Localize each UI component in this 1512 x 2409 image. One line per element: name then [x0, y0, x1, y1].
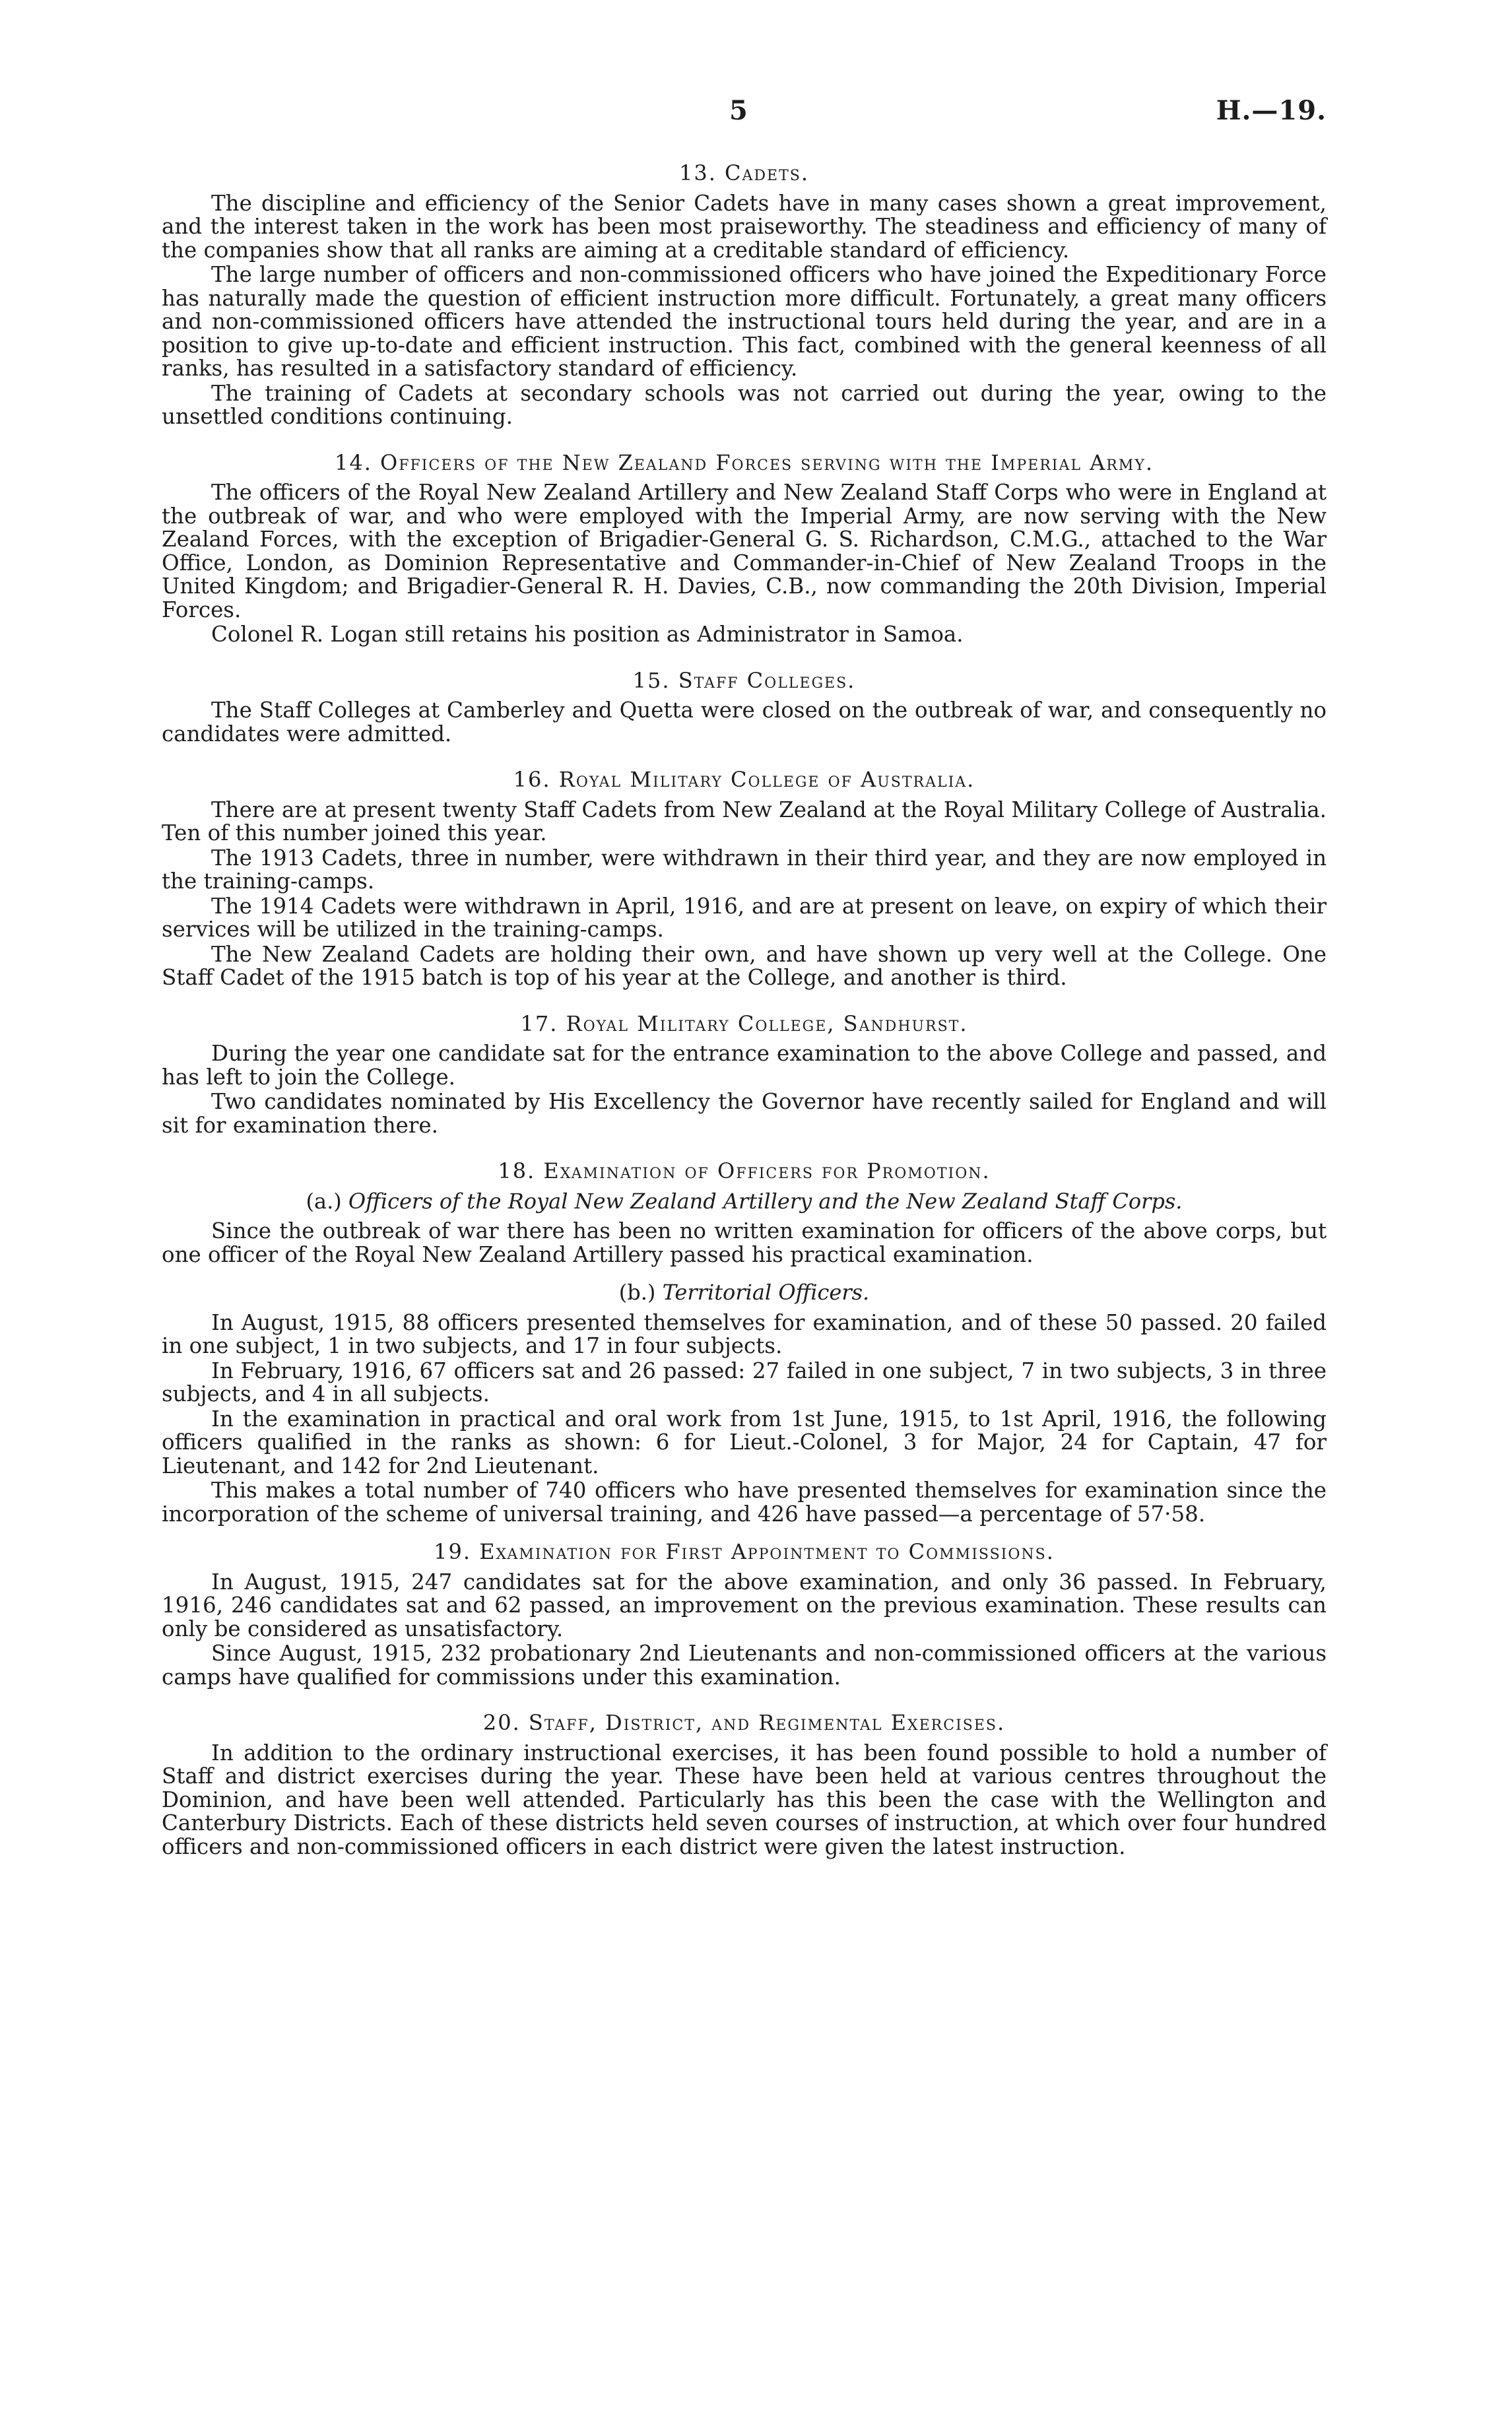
section-heading: 18. Examination of Officers for Promotion.	[498, 1158, 991, 1183]
paragraph: This makes a total number of 740 officers who have presented themselves for examination since the incorporation of the scheme of universal training, and 426 have passed—a percentage of 57·58.	[162, 1478, 1327, 1527]
section-cadets	[162, 162, 1327, 429]
subsection-prefix: (a.)	[306, 1188, 342, 1214]
paragraph: The officers of the Royal New Zealand Artillery and New Zealand Staff Corps who were in England at the outbreak of war, and who were employed with the Imperial Army, are now serving with the New Zealand Forces, with the exception of Brigadier-General G. S. Richardson, C.M.G., attached to the War Office, London, as Dominion Representative and Commander-in-Chief of New Zealand Troops in the United Kingdom; and Brigadier-General R. H. Davies, C.B., now commanding the 20th Division, Imperial Forces.	[162, 480, 1327, 622]
paragraph: The training of Cadets at secondary schools was not carried out during the year, owing to the unsettled conditions continuing.	[162, 380, 1327, 429]
subsection-heading-b	[162, 1281, 1327, 1305]
paragraph: Two candidates nominated by His Excellency the Governor have recently sailed for England and will sit for examination there.	[162, 1089, 1327, 1138]
section-heading: 20. Staff, District, and Regimental Exercises.	[482, 1710, 1006, 1735]
section-heading: 19. Examination for First Appointment to Commissions.	[434, 1539, 1055, 1564]
section-heading: 13. Cadets.	[678, 160, 810, 185]
paragraph: During the year one candidate sat for the entrance examination to the above College and passed, and has left to join the College.	[162, 1041, 1327, 1090]
paragraph: In addition to the ordinary instructional exercises, it has been found possible to hold a number of Staff and district exercises during the year. These have been held at various centres throughout the Dominion, and have been well attended. Particularly has this been the case with the Wellington and Canterbury Districts. Each of these districts held seven courses of instruction, at which over four hundred officers and non-commissioned officers in each district were given the latest instruction.	[162, 1740, 1327, 1859]
paragraph: The large number of officers and non-commissioned officers who have joined the Expeditionary Force has naturally made the question of efficient instruction more difficult. Fortunately, a great many officers and non-commissioned officers have attended the instructional tours held during the year, and are in a position to give up-to-date and efficient instruction. This fact, combined with the general keenness of all ranks, has resulted in a satisfactory standard of efficiency.	[162, 262, 1327, 381]
paragraph: The Staff Colleges at Camberley and Quetta were closed on the outbreak of war, and consequently no candidates were admitted.	[162, 698, 1327, 746]
paragraph: In the examination in practical and oral work from 1st June, 1915, to 1st April, 1916, the following officers qualified in the ranks as shown: 6 for Lieut.-Colonel, 3 for Major, 24 for Captain, 47 for Lieutenant, and 142 for 2nd Lieutenant.	[162, 1406, 1327, 1478]
section-exercises	[162, 1711, 1327, 1859]
document-code: H.—19.	[1216, 95, 1327, 126]
section-rmc-sandhurst	[162, 1012, 1327, 1138]
section-heading: 16. Royal Military College of Australia.	[513, 767, 975, 792]
document-page	[162, 95, 1327, 1860]
paragraph: There are at present twenty Staff Cadets from New Zealand at the Royal Military College of Australia. Ten of this number joined this year.	[162, 797, 1327, 845]
section-rmc-australia	[162, 768, 1327, 990]
subsection-heading-a	[162, 1190, 1327, 1214]
section-heading: 17. Royal Military College, Sandhurst.	[520, 1010, 968, 1036]
section-exam-promotion	[162, 1160, 1327, 1526]
paragraph: The New Zealand Cadets are holding their own, and have shown up very well at the College. One Staff Cadet of the 1915 batch is top of his year at the College, and another is third.	[162, 941, 1327, 990]
subsection-title: Territorial Officers.	[662, 1280, 870, 1305]
paragraph: Since the outbreak of war there has been no written examination for officers of the above corps, but one officer of the Royal New Zealand Artillery passed his practical examination.	[162, 1218, 1327, 1267]
section-heading: 14. Officers of the New Zealand Forces serving with the Imperial Army.	[334, 449, 1154, 475]
paragraph: In February, 1916, 67 officers sat and 26 passed: 27 failed in one subject, 7 in two subjects, 3 in three subjects, and 4 in all subjects.	[162, 1358, 1327, 1406]
paragraph: Since August, 1915, 232 probationary 2nd Lieutenants and non-commissioned officers at the various camps have qualified for commissions under this examination.	[162, 1641, 1327, 1690]
paragraph: In August, 1915, 88 officers presented themselves for examination, and of these 50 passed. 20 failed in one subject, 1 in two subjects, and 17 in four subjects.	[162, 1309, 1327, 1358]
paragraph: In August, 1915, 247 candidates sat for the above examination, and only 36 passed. In February, 1916, 246 candidates sat and 62 passed, an improvement on the previous examination. These results can only be considered as unsatisfactory.	[162, 1569, 1327, 1641]
paragraph: The discipline and efficiency of the Senior Cadets have in many cases shown a great improvement, and the interest taken in the work has been most praiseworthy. The steadiness and efficiency of many of the companies show that all ranks are aiming at a creditable standard of efficiency.	[162, 190, 1327, 263]
paragraph: The 1914 Cadets were withdrawn in April, 1916, and are at present on leave, on expiry of which their services will be utilized in the training-camps.	[162, 893, 1327, 942]
subsection-prefix: (b.)	[618, 1280, 656, 1305]
page-header	[162, 95, 1327, 162]
subsection-title: Officers of the Royal New Zealand Artillery and the New Zealand Staff Corps.	[348, 1188, 1183, 1214]
section-exam-commissions	[162, 1540, 1327, 1689]
paragraph: The 1913 Cadets, three in number, were withdrawn in their third year, and they are now employed in the training-camps.	[162, 845, 1327, 894]
section-officers-imperial-army	[162, 451, 1327, 647]
page-number: 5	[729, 95, 748, 126]
section-staff-colleges	[162, 669, 1327, 746]
paragraph: Colonel R. Logan still retains his position as Administrator in Samoa.	[211, 622, 964, 647]
section-heading: 15. Staff Colleges.	[632, 667, 856, 693]
